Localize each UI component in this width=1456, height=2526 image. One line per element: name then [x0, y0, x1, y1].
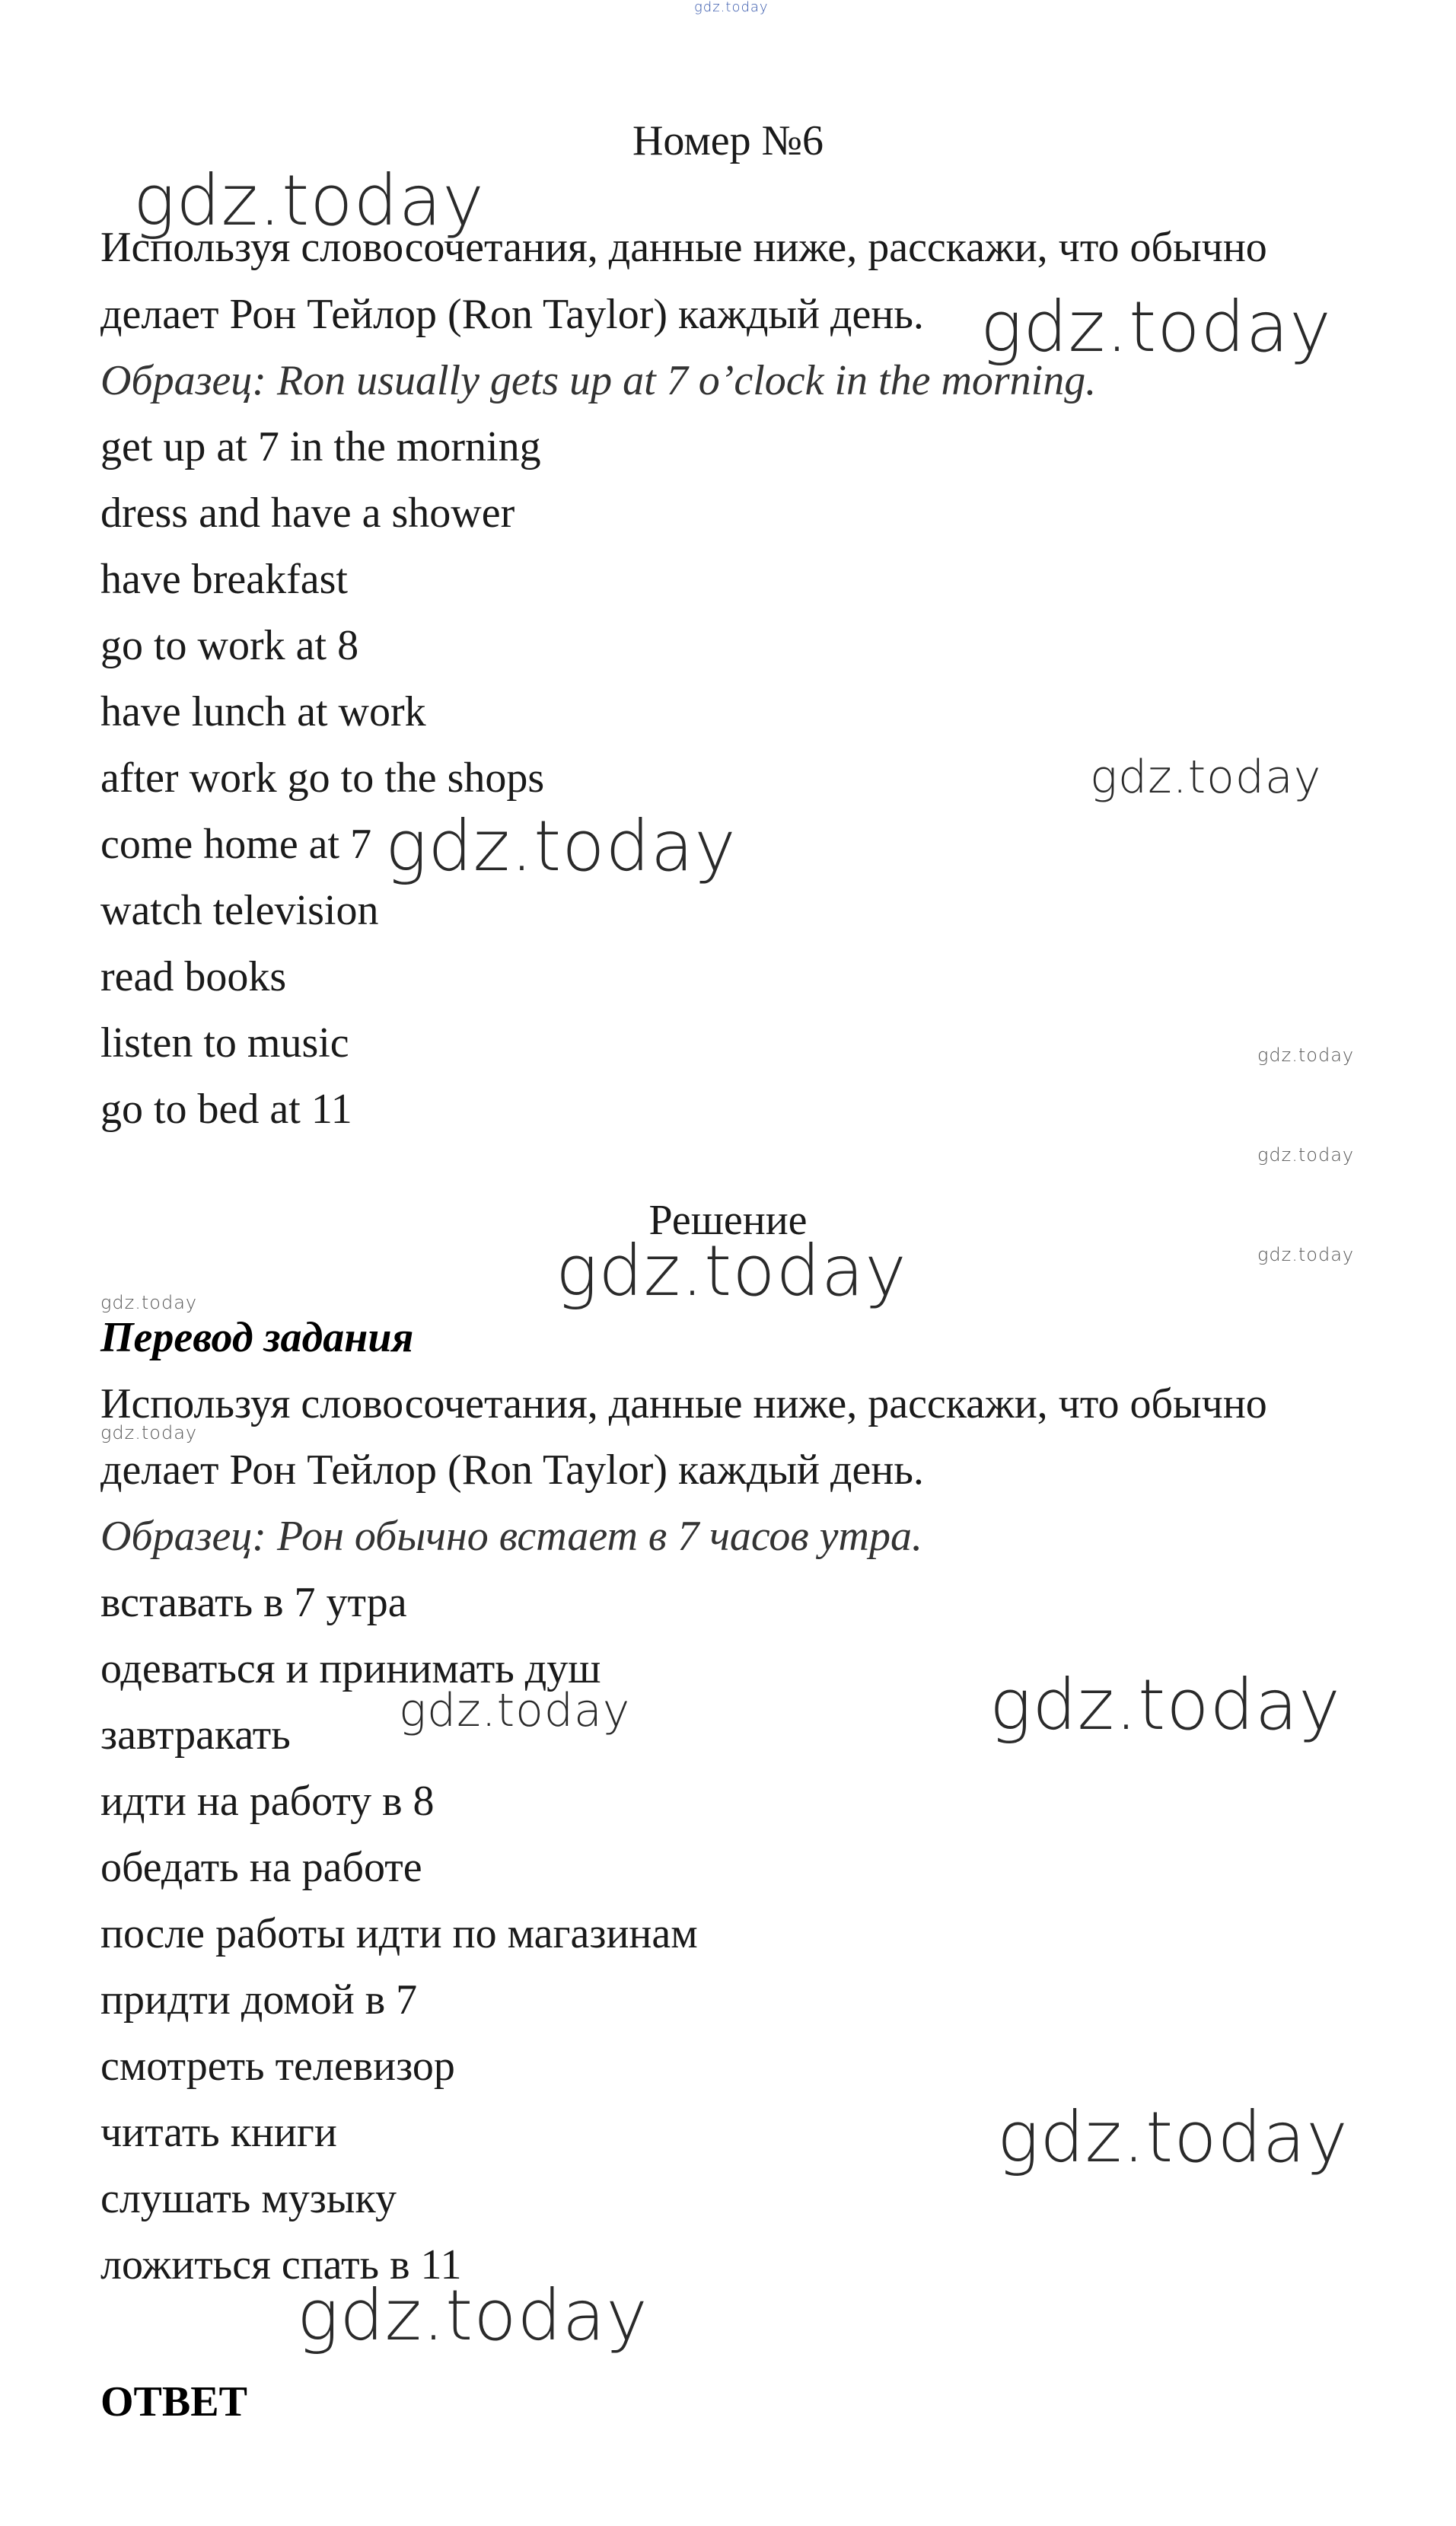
watermark: gdz.today: [399, 1684, 631, 1737]
solution-item: после работы идти по магазинам: [100, 1910, 698, 1957]
watermark: gdz.today: [1090, 751, 1322, 804]
page-title: Номер №6: [632, 117, 824, 164]
solution-item: слушать музыку: [100, 2175, 397, 2222]
solution-item: смотреть телевизор: [100, 2043, 455, 2090]
watermark: gdz.today: [1257, 1045, 1355, 1066]
task-item: watch television: [100, 887, 379, 934]
task-example: Образец: Ron usually gets up at 7 o’clock in the morning.: [100, 357, 1097, 404]
watermark-top: gdz.today: [694, 0, 769, 15]
watermark: gdz.today: [997, 2097, 1349, 2178]
watermark: gdz.today: [1257, 1244, 1355, 1265]
watermark: gdz.today: [100, 1422, 198, 1443]
watermark: gdz.today: [1257, 1144, 1355, 1166]
solution-item: придти домой в 7: [100, 1976, 418, 2024]
solution-intro-line-1: Используя словосочетания, данные ниже, расскажи, что обычно: [100, 1380, 1267, 1427]
watermark: gdz.today: [133, 160, 485, 241]
solution-example: Образец: Рон обычно встает в 7 часов утра.: [100, 1513, 922, 1560]
task-intro-line-1: Используя словосочетания, данные ниже, расскажи, что обычно: [100, 224, 1267, 271]
task-item: read books: [100, 953, 287, 1000]
solution-item: обедать на работе: [100, 1844, 422, 1891]
task-item: dress and have a shower: [100, 490, 515, 537]
solution-item: завтракать: [100, 1711, 291, 1759]
solution-item: вставать в 7 утра: [100, 1579, 407, 1626]
solution-item: одеваться и принимать душ: [100, 1645, 601, 1692]
solution-item: читать книги: [100, 2109, 337, 2156]
watermark: gdz.today: [385, 805, 737, 887]
answer-heading: ОТВЕТ: [100, 2378, 247, 2426]
watermark: gdz.today: [100, 1292, 198, 1313]
task-item: go to work at 8: [100, 622, 359, 669]
watermark: gdz.today: [989, 1664, 1341, 1746]
task-intro-line-2: делает Рон Тейлор (Ron Taylor) каждый день.: [100, 291, 924, 338]
task-item: have lunch at work: [100, 688, 426, 735]
solution-heading: Решение: [648, 1197, 808, 1244]
solution-item: ложиться спать в 11: [100, 2241, 462, 2288]
solution-intro-line-2: делает Рон Тейлор (Ron Taylor) каждый день.: [100, 1446, 924, 1494]
task-item: after work go to the shops: [100, 754, 545, 802]
watermark: gdz.today: [297, 2275, 648, 2356]
watermark: gdz.today: [556, 1230, 907, 1312]
watermark: gdz.today: [980, 286, 1332, 368]
translation-heading: Перевод задания: [100, 1314, 414, 1361]
task-item: listen to music: [100, 1019, 349, 1067]
solution-item: идти на работу в 8: [100, 1778, 435, 1825]
task-item: have breakfast: [100, 556, 348, 603]
task-item: get up at 7 in the morning: [100, 423, 541, 470]
task-item: go to bed at 11: [100, 1086, 352, 1133]
task-item: come home at 7: [100, 821, 372, 868]
